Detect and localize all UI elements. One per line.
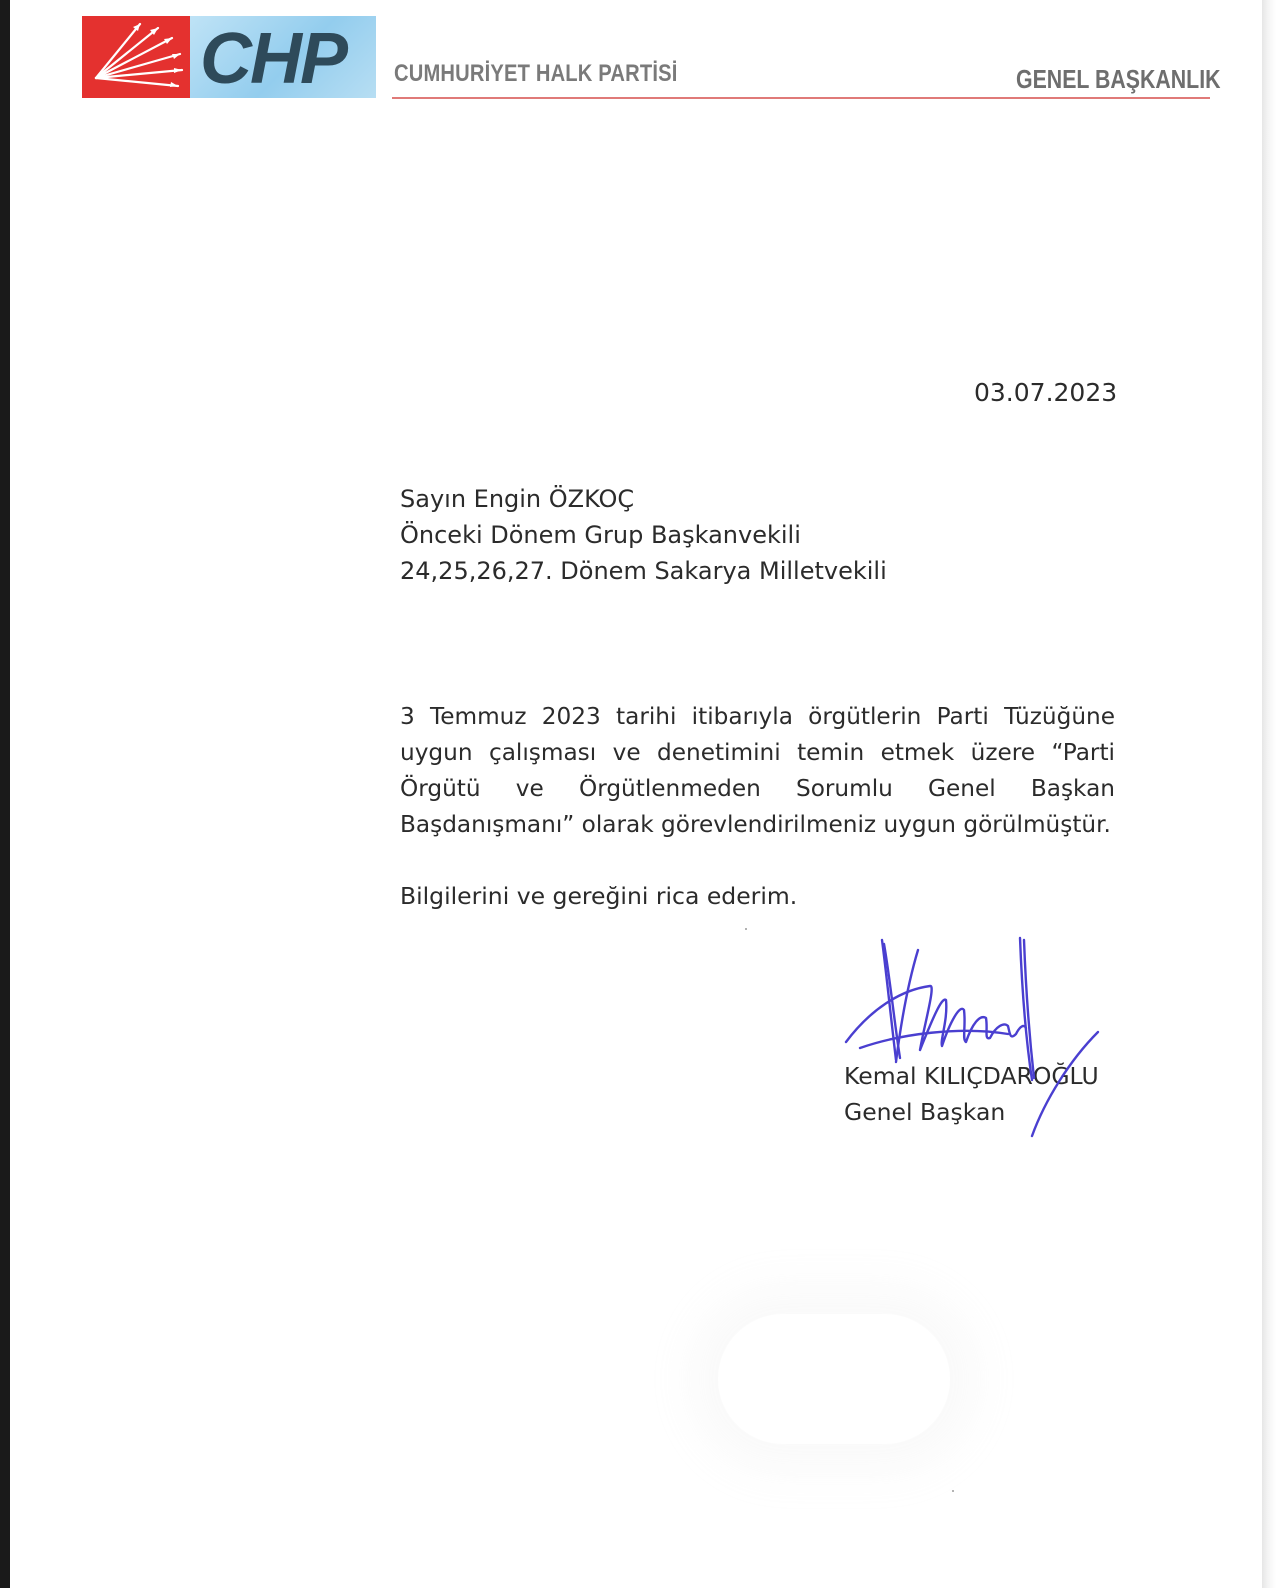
letter-closing: Bilgilerini ve gereğini rica ederim. — [400, 882, 798, 910]
signer-name: Kemal KILIÇDAROĞLU — [844, 1062, 1099, 1090]
scan-speck — [952, 1490, 954, 1492]
signer-title: Genel Başkan — [844, 1098, 1006, 1126]
signature-image — [840, 930, 1110, 1140]
chp-logo — [82, 16, 376, 98]
office-name: GENEL BAŞKANLIK — [1016, 64, 1221, 94]
letter-date: 03.07.2023 — [974, 378, 1118, 407]
page-edge-shadow — [1262, 0, 1284, 1588]
logo-wordmark: CHP — [200, 19, 347, 99]
chp-six-arrows-icon — [82, 16, 190, 98]
letter-body: 3 Temmuz 2023 tarihi itibarıyla örgütlerin Parti Tüzüğüne uygun çalışması ve denetimini temin etmek üzere “Parti Örgütü ve Örgütlenmeden Sorumlu Genel Başkan Başdanışmanı” olarak görevlendirilmeniz uygun görülmüştür. — [400, 703, 1115, 838]
recipient-role: Önceki Dönem Grup Başkanvekili — [400, 521, 801, 549]
document-page — [10, 0, 1274, 1588]
recipient-name: Sayın Engin ÖZKOÇ — [400, 485, 635, 513]
recipient-block — [400, 481, 887, 589]
header-divider — [392, 97, 1210, 99]
scan-speck — [745, 928, 747, 930]
redaction-blur — [718, 1314, 950, 1444]
party-name: CUMHURİYET HALK PARTİSİ — [394, 60, 678, 87]
recipient-constituency: 24,25,26,27. Dönem Sakarya Milletvekili — [400, 557, 887, 585]
